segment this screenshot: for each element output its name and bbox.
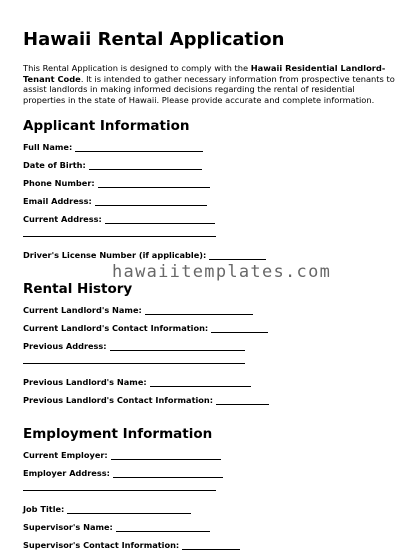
prev-landlord-contact-label: Previous Landlord's Contact Information: bbox=[23, 395, 214, 405]
intro-text-before: This Rental Application is designed to comply with the bbox=[23, 63, 251, 73]
employer-address-field[interactable] bbox=[23, 468, 395, 486]
employer-field[interactable] bbox=[23, 450, 395, 468]
job-title-label: Job Title: bbox=[23, 504, 65, 514]
prev-address-label: Previous Address: bbox=[23, 341, 107, 351]
address-line-2[interactable] bbox=[23, 236, 216, 237]
prev-address-line[interactable] bbox=[110, 341, 245, 351]
prev-address-field[interactable] bbox=[23, 341, 395, 359]
landlord-name-line[interactable] bbox=[145, 305, 253, 315]
supervisor-name-line[interactable] bbox=[116, 522, 210, 532]
prev-landlord-contact-field[interactable] bbox=[23, 395, 395, 413]
phone-field[interactable] bbox=[23, 178, 395, 196]
employer-address-line-2[interactable] bbox=[23, 490, 216, 491]
employment-heading: Employment Information bbox=[23, 426, 213, 442]
employer-label: Current Employer: bbox=[23, 450, 108, 460]
dob-field[interactable] bbox=[23, 160, 395, 178]
document-title: Hawaii Rental Application bbox=[23, 29, 285, 50]
address-line[interactable] bbox=[105, 214, 215, 224]
prev-landlord-name-label: Previous Landlord's Name: bbox=[23, 377, 147, 387]
email-label: Email Address: bbox=[23, 196, 92, 206]
rental-heading: Rental History bbox=[23, 281, 133, 297]
email-line[interactable] bbox=[95, 196, 207, 206]
intro-paragraph bbox=[23, 63, 395, 105]
prev-address-extra-line[interactable] bbox=[23, 359, 395, 377]
full-name-label: Full Name: bbox=[23, 142, 73, 152]
license-label: Driver's License Number (if applicable): bbox=[23, 250, 207, 260]
supervisor-contact-field[interactable] bbox=[23, 540, 395, 558]
job-title-line[interactable] bbox=[67, 504, 191, 514]
supervisor-contact-label: Supervisor's Contact Information: bbox=[23, 540, 180, 550]
intro-text-after: . It is intended to gather necessary information from prospective tenants to assist landlords in making informed decisions regarding the rental of residential properties in the state of Hawaii. Please provide accurate and complete information. bbox=[23, 73, 395, 105]
landlord-contact-label: Current Landlord's Contact Information: bbox=[23, 323, 209, 333]
employer-address-line[interactable] bbox=[113, 468, 223, 478]
applicant-heading: Applicant Information bbox=[23, 118, 190, 134]
phone-line[interactable] bbox=[98, 178, 210, 188]
job-title-field[interactable] bbox=[23, 504, 395, 522]
landlord-contact-field[interactable] bbox=[23, 323, 395, 341]
prev-landlord-name-line[interactable] bbox=[150, 377, 251, 387]
landlord-contact-line[interactable] bbox=[211, 323, 268, 333]
supervisor-name-label: Supervisor's Name: bbox=[23, 522, 113, 532]
employer-address-extra-line[interactable] bbox=[23, 486, 395, 504]
employer-address-label: Employer Address: bbox=[23, 468, 110, 478]
supervisor-contact-line[interactable] bbox=[182, 540, 240, 550]
address-field[interactable] bbox=[23, 214, 395, 232]
address-extra-line[interactable] bbox=[23, 232, 395, 250]
email-field[interactable] bbox=[23, 196, 395, 214]
dob-label: Date of Birth: bbox=[23, 160, 86, 170]
intro-code-name: Hawaii Residential Landlord-Tenant Code bbox=[23, 63, 386, 84]
landlord-name-label: Current Landlord's Name: bbox=[23, 305, 142, 315]
prev-address-line-2[interactable] bbox=[23, 363, 245, 364]
prev-landlord-name-field[interactable] bbox=[23, 377, 395, 395]
full-name-line[interactable] bbox=[75, 142, 203, 152]
prev-landlord-contact-line[interactable] bbox=[216, 395, 269, 405]
address-label: Current Address: bbox=[23, 214, 102, 224]
landlord-name-field[interactable] bbox=[23, 305, 395, 323]
supervisor-name-field[interactable] bbox=[23, 522, 395, 540]
dob-line[interactable] bbox=[89, 160, 202, 170]
license-line[interactable] bbox=[209, 250, 266, 260]
site-watermark: hawaiitemplates.com bbox=[112, 262, 332, 282]
phone-label: Phone Number: bbox=[23, 178, 95, 188]
full-name-field[interactable] bbox=[23, 142, 395, 160]
employer-line[interactable] bbox=[111, 450, 221, 460]
